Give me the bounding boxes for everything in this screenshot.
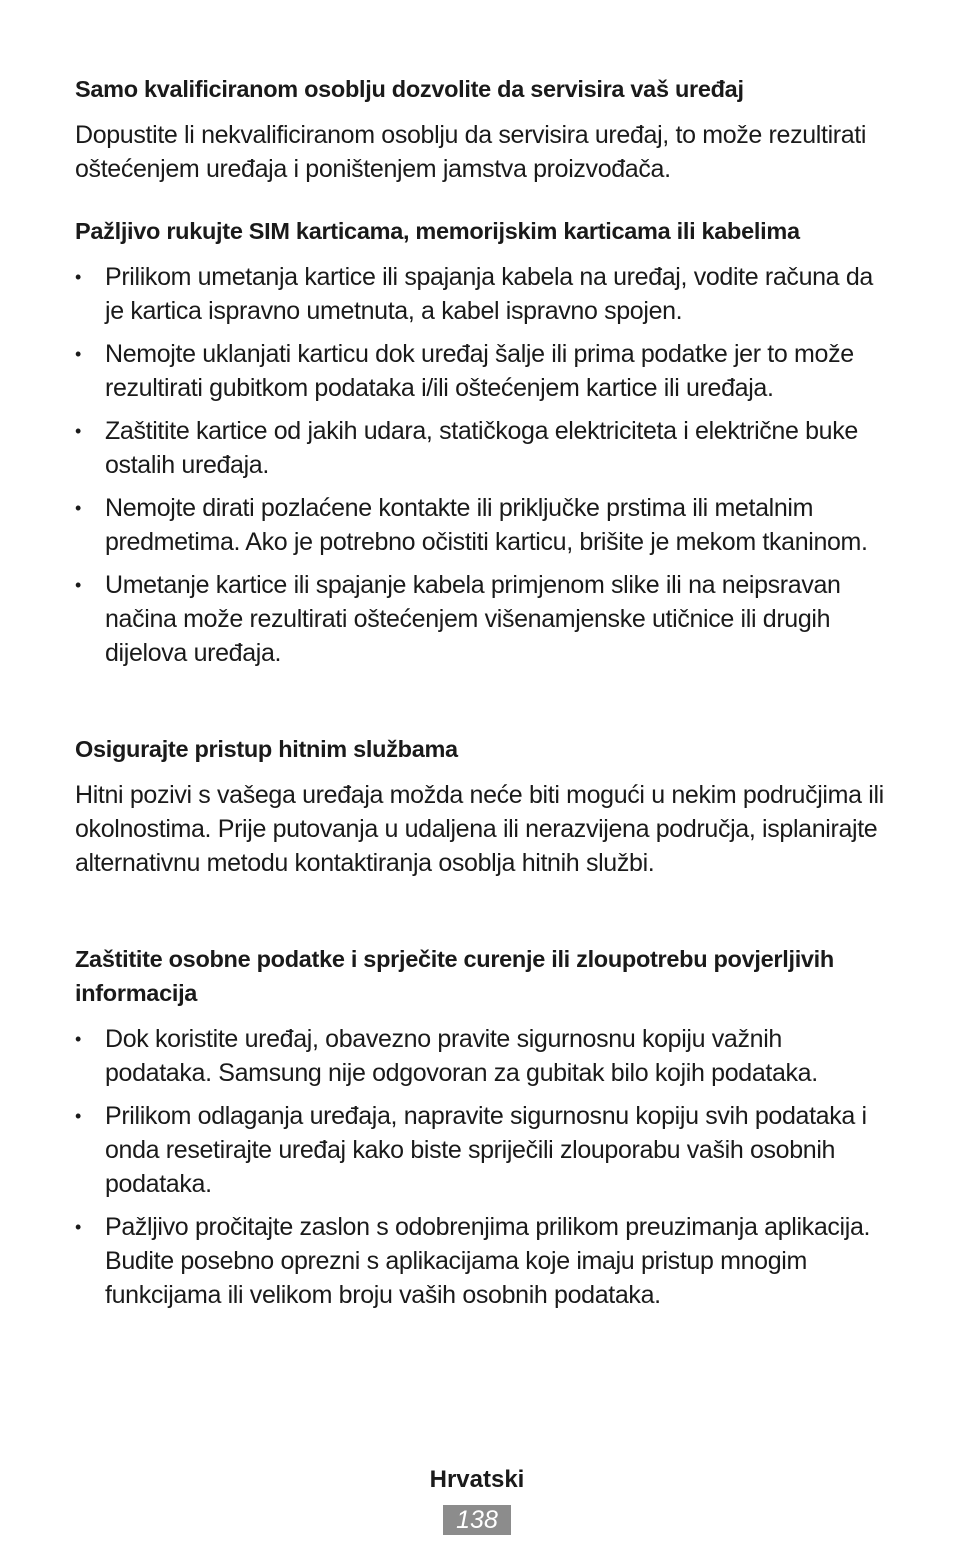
bullet-icon: • [75, 575, 81, 595]
bullet-icon: • [75, 498, 81, 518]
list-item-text: Umetanje kartice ili spajanje kabela primjenom slike ili na neipsravan načina može rezultirati oštećenjem višenamjenske utičnice ili drugih dijelova uređaja. [105, 571, 841, 667]
bullet-icon: • [75, 421, 81, 441]
list-item-text: Dok koristite uređaj, obavezno pravite sigurnosnu kopiju važnih podataka. Samsung nije odgovoran za gubitak bilo kojih podataka. [105, 1025, 818, 1087]
list-item-text: Nemojte dirati pozlaćene kontakte ili priključke prstima ili metalnim predmetima. Ako je potrebno očistiti karticu, brišite je mekom tkaninom. [105, 494, 868, 556]
section-servicing [75, 72, 887, 186]
section-heading: Samo kvalificiranom osoblju dozvolite da servisira vaš uređaj [75, 76, 744, 102]
section-emergency [75, 732, 887, 880]
list-item [75, 260, 887, 328]
list-item [75, 491, 887, 559]
section-heading: Osigurajte pristup hitnim službama [75, 736, 458, 762]
bullet-list [75, 1022, 887, 1312]
page-number: 138 [443, 1505, 511, 1535]
list-item [75, 337, 887, 405]
list-item [75, 1210, 887, 1312]
list-item [75, 1099, 887, 1201]
footer-language: Hrvatski [429, 1466, 525, 1493]
list-item-text: Nemojte uklanjati karticu dok uređaj šalje ili prima podatke jer to može rezultirati gubitkom podataka i/ili oštećenjem kartice ili uređaja. [105, 340, 854, 402]
list-item-text: Prilikom odlaganja uređaja, napravite sigurnosnu kopiju svih podataka i onda resetirajte uređaj kako biste spriječili zlouporabu vaših osobnih podataka. [105, 1102, 867, 1198]
section-paragraph: Hitni pozivi s vašega uređaja možda neće biti mogući u nekim područjima ili okolnostima. Prije putovanja u udaljena ili nerazvijena područja, isplanirajte alternativnu metodu kontaktiranja osoblja hitnih službi. [75, 781, 884, 877]
list-item [75, 1022, 887, 1090]
list-item-text: Zaštitite kartice od jakih udara, statičkoga elektriciteta i električne buke ostalih uređaja. [105, 417, 858, 479]
bullet-icon: • [75, 344, 81, 364]
list-item [75, 414, 887, 482]
bullet-icon: • [75, 1029, 81, 1049]
section-paragraph: Dopustite li nekvalificiranom osoblju da servisira uređaj, to može rezultirati oštećenjem uređaja i poništenjem jamstva proizvođača. [75, 121, 867, 183]
bullet-icon: • [75, 1106, 81, 1126]
section-heading: Zaštitite osobne podatke i sprječite curenje ili zloupotrebu povjerljivih informacija [75, 946, 834, 1006]
section-personal-data [75, 942, 887, 1321]
bullet-list [75, 260, 887, 670]
list-item-text: Prilikom umetanja kartice ili spajanja kabela na uređaj, vodite računa da je kartica ispravno umetnuta, a kabel ispravno spojen. [105, 263, 873, 325]
bullet-icon: • [75, 1217, 81, 1237]
section-cards-cables [75, 214, 887, 679]
list-item-text: Pažljivo pročitajte zaslon s odobrenjima prilikom preuzimanja aplikacija. Budite posebno oprezni s aplikacijama koje imaju pristup mnogim funkcijama ili velikom broju vaših osobnih podataka. [105, 1213, 871, 1309]
list-item [75, 568, 887, 670]
bullet-icon: • [75, 267, 81, 287]
section-heading: Pažljivo rukujte SIM karticama, memorijskim karticama ili kabelima [75, 218, 800, 244]
